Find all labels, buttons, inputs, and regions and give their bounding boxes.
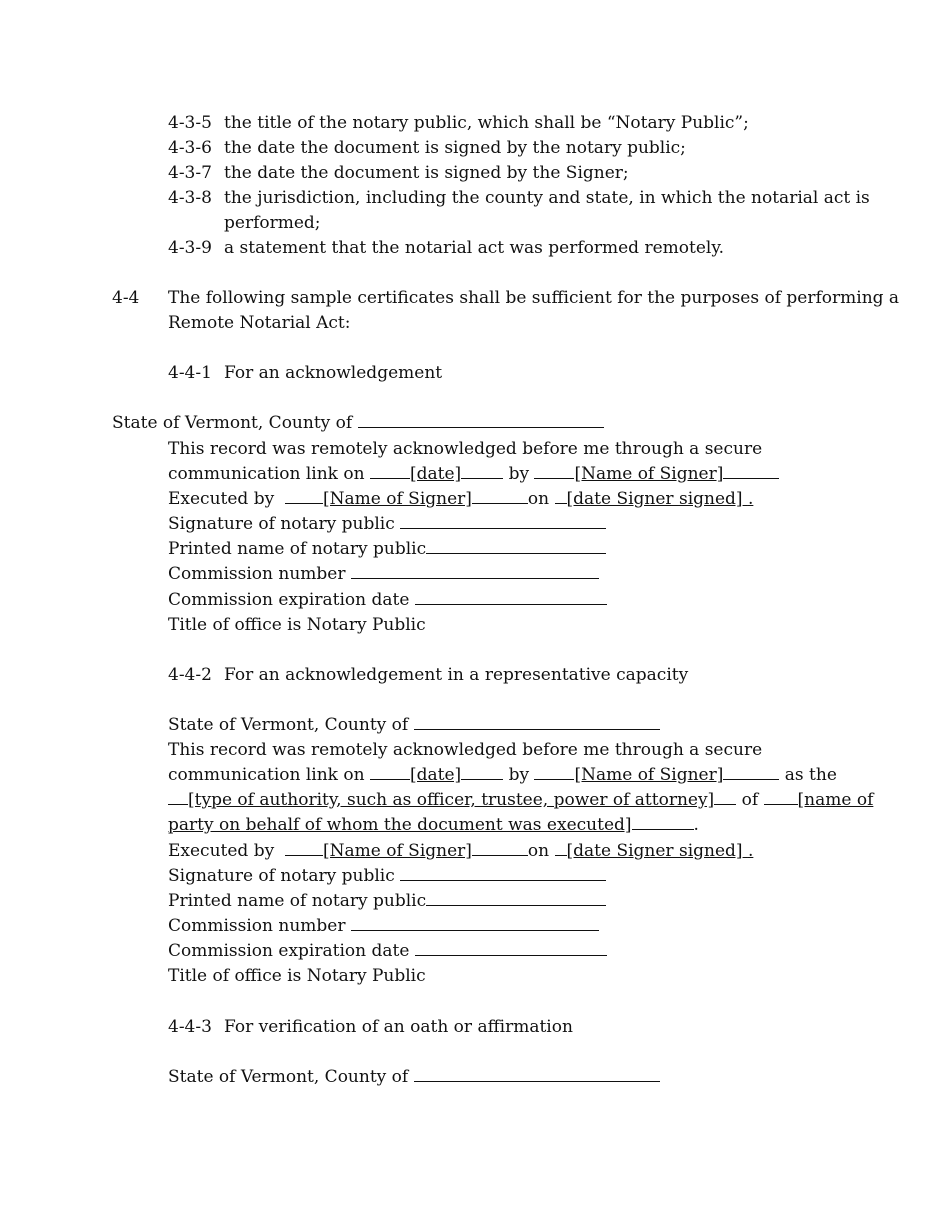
commission-expiration-label: Commission expiration date [168, 941, 410, 961]
blank [555, 841, 567, 856]
item-4-3-6 [168, 136, 686, 161]
blank [168, 790, 188, 805]
comm-link-label: communication link on [168, 464, 365, 484]
subsection-title: For an acknowledgement [224, 363, 443, 383]
state-county-label: State of Vermont, County of [112, 413, 353, 433]
comm-link-label: communication link on [168, 765, 365, 785]
item-4-3-8-continuation: performed; [224, 213, 321, 233]
commission-expiration-blank [415, 590, 607, 605]
item-number: 4-3-6 [168, 138, 212, 158]
blank [461, 765, 503, 780]
county-blank [358, 413, 604, 428]
communication-link-line [168, 462, 779, 487]
blank [472, 489, 528, 504]
type-of-authority-field: [type of authority, such as officer, trustee, power of attorney] [188, 790, 715, 810]
date-signer-signed-field: [date Signer signed] [566, 841, 743, 861]
blank [555, 489, 567, 504]
as-the-label: as the [784, 765, 837, 785]
signer-name-field: [Name of Signer] [323, 489, 472, 509]
blank [285, 841, 323, 856]
of-label: of [741, 790, 759, 810]
signature-label: Signature of notary public [168, 514, 395, 534]
signature-blank [400, 514, 606, 529]
authority-line [168, 788, 873, 813]
signer-name-field: [Name of Signer] [323, 841, 472, 861]
item-text: the date the document is signed by the Signer; [224, 163, 629, 183]
printed-name-label: Printed name of notary public [168, 539, 427, 559]
item-text: the date the document is signed by the notary public; [224, 138, 686, 158]
subsection-number: 4-4-3 [168, 1017, 212, 1037]
executed-by-line [168, 487, 753, 512]
subsection-4-4-3 [168, 1015, 573, 1040]
party-line [168, 813, 699, 838]
item-number: 4-3-9 [168, 238, 212, 258]
executed-by-label: Executed by [168, 489, 275, 509]
date-field: [date] [409, 765, 462, 785]
item-number: 4-3-8 [168, 188, 212, 208]
blank [714, 790, 736, 805]
commission-number-blank [351, 564, 599, 579]
state-county-line [168, 1065, 660, 1090]
date-signer-signed-field: [date Signer signed] [566, 489, 743, 509]
commission-number-label: Commission number [168, 916, 346, 936]
item-4-3-9 [168, 236, 724, 261]
commission-expiration-line [168, 939, 607, 964]
item-text: the title of the notary public, which shall be “Notary Public”; [224, 113, 749, 133]
commission-number-label: Commission number [168, 564, 346, 584]
record-line: This record was remotely acknowledged before me through a secure [168, 439, 763, 459]
section-4-4-continuation: Remote Notarial Act: [168, 313, 351, 333]
blank [534, 464, 574, 479]
county-blank [414, 1067, 660, 1082]
record-line: This record was remotely acknowledged before me through a secure [168, 740, 763, 760]
blank [370, 464, 410, 479]
title-of-office: Title of office is Notary Public [168, 615, 426, 635]
period: . [747, 489, 754, 509]
item-text: a statement that the notarial act was performed remotely. [224, 238, 725, 258]
blank [461, 464, 503, 479]
subsection-number: 4-4-1 [168, 363, 212, 383]
commission-number-line [168, 914, 599, 939]
printed-name-line [168, 537, 606, 562]
by-label: by [508, 464, 530, 484]
name-of-party-field-cont: party on behalf of whom the document was executed] [168, 815, 632, 835]
item-4-3-8 [168, 186, 870, 211]
subsection-title: For an acknowledgement in a representative capacity [224, 665, 689, 685]
state-county-label: State of Vermont, County of [168, 1067, 409, 1087]
section-4-4 [112, 286, 899, 311]
signature-line [168, 864, 606, 889]
item-text: the jurisdiction, including the county and state, in which the notarial act is [224, 188, 870, 208]
name-of-party-field: [name of [797, 790, 874, 810]
period: . [693, 815, 699, 835]
blank [632, 815, 694, 830]
printed-name-blank [426, 891, 606, 906]
period: . [747, 841, 754, 861]
state-county-line [168, 713, 660, 738]
blank [534, 765, 574, 780]
item-4-3-7 [168, 161, 629, 186]
blank [723, 464, 779, 479]
on-label: on [527, 489, 550, 509]
county-blank [414, 715, 660, 730]
date-field: [date] [409, 464, 462, 484]
blank [764, 790, 798, 805]
title-of-office: Title of office is Notary Public [168, 966, 426, 986]
signature-label: Signature of notary public [168, 866, 395, 886]
blank [285, 489, 323, 504]
state-county-line [112, 411, 604, 436]
printed-name-blank [426, 539, 606, 554]
printed-name-label: Printed name of notary public [168, 891, 427, 911]
item-number: 4-3-5 [168, 113, 212, 133]
blank [472, 841, 528, 856]
executed-by-label: Executed by [168, 841, 275, 861]
signer-name-field: [Name of Signer] [574, 765, 724, 785]
section-text: The following sample certificates shall be sufficient for the purposes of performing a [168, 288, 900, 308]
signature-blank [400, 866, 606, 881]
subsection-title: For verification of an oath or affirmation [224, 1017, 573, 1037]
blank [723, 765, 779, 780]
by-label: by [508, 765, 530, 785]
signature-line [168, 512, 606, 537]
subsection-4-4-1 [168, 361, 442, 386]
item-number: 4-3-7 [168, 163, 212, 183]
section-number: 4-4 [112, 288, 140, 308]
commission-number-line [168, 562, 599, 587]
commission-expiration-label: Commission expiration date [168, 590, 410, 610]
commission-number-blank [351, 916, 599, 931]
item-4-3-5 [168, 111, 749, 136]
printed-name-line [168, 889, 606, 914]
communication-link-line [168, 763, 837, 788]
on-label: on [527, 841, 550, 861]
blank [370, 765, 410, 780]
subsection-4-4-2 [168, 663, 688, 688]
commission-expiration-line [168, 588, 607, 613]
executed-by-line [168, 839, 753, 864]
commission-expiration-blank [415, 941, 607, 956]
subsection-number: 4-4-2 [168, 665, 212, 685]
signer-name-field: [Name of Signer] [574, 464, 724, 484]
state-county-label: State of Vermont, County of [168, 715, 409, 735]
